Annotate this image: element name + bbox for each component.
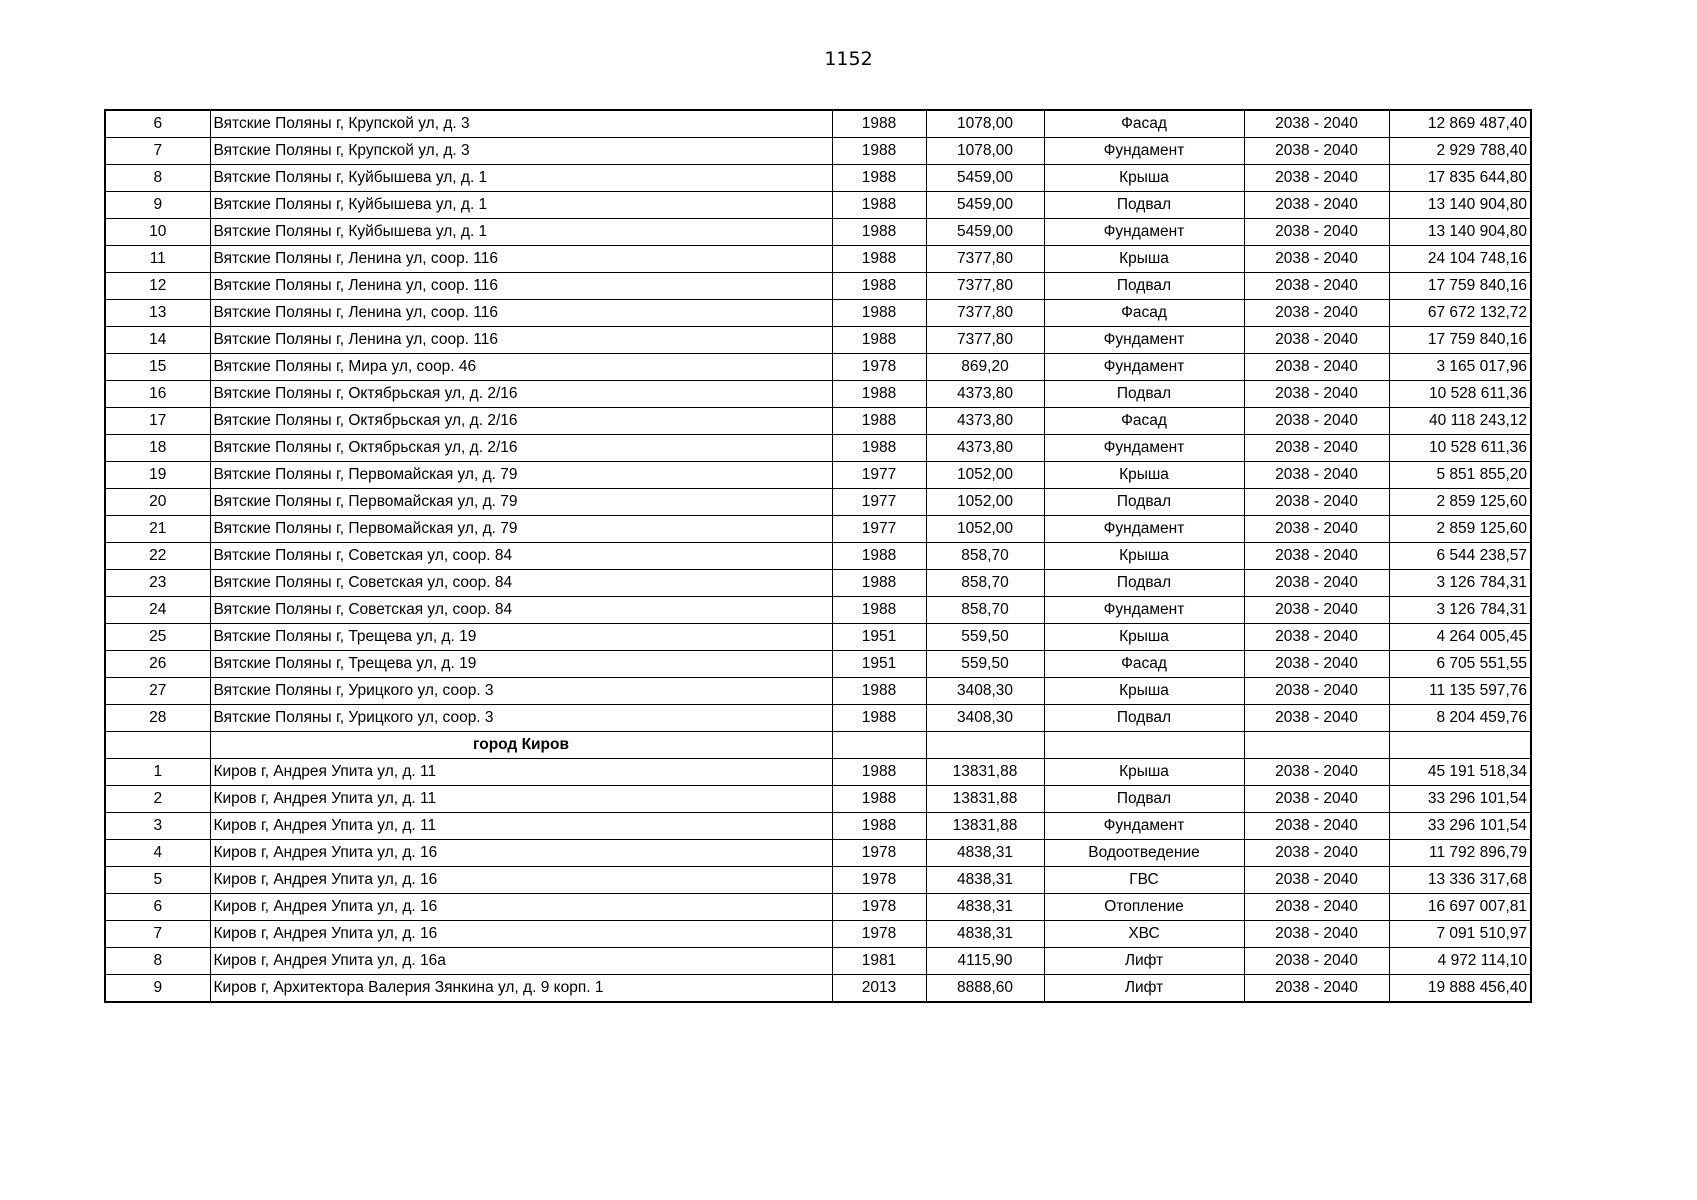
table-row [105, 435, 1531, 462]
year-cell: 1988 [832, 110, 926, 138]
period-cell: 2038 - 2040 [1244, 327, 1389, 354]
year-cell: 1988 [832, 678, 926, 705]
row-number-cell: 25 [105, 624, 210, 651]
period-cell: 2038 - 2040 [1244, 678, 1389, 705]
work-type-cell: Фасад [1044, 300, 1244, 327]
address-cell: Вятские Поляны г, Куйбышева ул, д. 1 [210, 192, 832, 219]
cost-cell: 45 191 518,34 [1389, 759, 1531, 786]
table-row [105, 381, 1531, 408]
row-number-cell: 23 [105, 570, 210, 597]
period-cell: 2038 - 2040 [1244, 813, 1389, 840]
table-row [105, 840, 1531, 867]
cost-cell: 6 705 551,55 [1389, 651, 1531, 678]
year-cell: 1988 [832, 300, 926, 327]
row-number-cell: 3 [105, 813, 210, 840]
empty-cell [926, 732, 1044, 759]
year-cell: 1978 [832, 354, 926, 381]
row-number-cell: 24 [105, 597, 210, 624]
period-cell: 2038 - 2040 [1244, 894, 1389, 921]
table-row [105, 651, 1531, 678]
cost-cell: 11 792 896,79 [1389, 840, 1531, 867]
year-cell: 1988 [832, 813, 926, 840]
address-cell: Вятские Поляны г, Советская ул, соор. 84 [210, 543, 832, 570]
area-cell: 4838,31 [926, 867, 1044, 894]
work-type-cell: Отопление [1044, 894, 1244, 921]
work-type-cell: Крыша [1044, 759, 1244, 786]
address-cell: Вятские Поляны г, Крупской ул, д. 3 [210, 138, 832, 165]
year-cell: 1988 [832, 435, 926, 462]
row-number-cell: 13 [105, 300, 210, 327]
address-cell: Киров г, Андрея Упита ул, д. 11 [210, 813, 832, 840]
work-type-cell: Подвал [1044, 570, 1244, 597]
area-cell: 5459,00 [926, 219, 1044, 246]
table-body [105, 110, 1531, 1002]
period-cell: 2038 - 2040 [1244, 624, 1389, 651]
row-number-cell: 8 [105, 948, 210, 975]
table-row [105, 327, 1531, 354]
period-cell: 2038 - 2040 [1244, 651, 1389, 678]
row-number-cell: 28 [105, 705, 210, 732]
row-number-cell: 12 [105, 273, 210, 300]
area-cell: 1052,00 [926, 462, 1044, 489]
area-cell: 4838,31 [926, 921, 1044, 948]
year-cell: 1978 [832, 867, 926, 894]
address-cell: Вятские Поляны г, Первомайская ул, д. 79 [210, 516, 832, 543]
row-number-cell: 5 [105, 867, 210, 894]
address-cell: Киров г, Андрея Упита ул, д. 11 [210, 759, 832, 786]
year-cell: 1988 [832, 543, 926, 570]
cost-cell: 33 296 101,54 [1389, 813, 1531, 840]
address-cell: Вятские Поляны г, Куйбышева ул, д. 1 [210, 219, 832, 246]
year-cell: 1981 [832, 948, 926, 975]
empty-cell [1244, 732, 1389, 759]
address-cell: Вятские Поляны г, Ленина ул, соор. 116 [210, 273, 832, 300]
work-type-cell: Подвал [1044, 273, 1244, 300]
address-cell: Вятские Поляны г, Первомайская ул, д. 79 [210, 462, 832, 489]
area-cell: 5459,00 [926, 165, 1044, 192]
row-number-cell: 15 [105, 354, 210, 381]
address-cell: Вятские Поляны г, Урицкого ул, соор. 3 [210, 678, 832, 705]
work-type-cell: ГВС [1044, 867, 1244, 894]
address-cell: Вятские Поляны г, Ленина ул, соор. 116 [210, 246, 832, 273]
address-cell: Вятские Поляны г, Октябрьская ул, д. 2/16 [210, 435, 832, 462]
address-cell: Киров г, Андрея Упита ул, д. 16 [210, 921, 832, 948]
row-number-cell: 1 [105, 759, 210, 786]
year-cell: 1988 [832, 408, 926, 435]
period-cell: 2038 - 2040 [1244, 300, 1389, 327]
year-cell: 1951 [832, 651, 926, 678]
cost-cell: 13 336 317,68 [1389, 867, 1531, 894]
empty-cell [105, 732, 210, 759]
row-number-cell: 8 [105, 165, 210, 192]
area-cell: 869,20 [926, 354, 1044, 381]
address-cell: Киров г, Андрея Упита ул, д. 16 [210, 840, 832, 867]
period-cell: 2038 - 2040 [1244, 408, 1389, 435]
row-number-cell: 10 [105, 219, 210, 246]
year-cell: 1988 [832, 381, 926, 408]
work-type-cell: Фасад [1044, 408, 1244, 435]
period-cell: 2038 - 2040 [1244, 354, 1389, 381]
table-row [105, 759, 1531, 786]
area-cell: 7377,80 [926, 300, 1044, 327]
cost-cell: 17 759 840,16 [1389, 327, 1531, 354]
work-type-cell: Крыша [1044, 624, 1244, 651]
area-cell: 858,70 [926, 570, 1044, 597]
address-cell: Вятские Поляны г, Куйбышева ул, д. 1 [210, 165, 832, 192]
period-cell: 2038 - 2040 [1244, 597, 1389, 624]
work-type-cell: Крыша [1044, 165, 1244, 192]
area-cell: 1078,00 [926, 110, 1044, 138]
period-cell: 2038 - 2040 [1244, 975, 1389, 1003]
cost-cell: 24 104 748,16 [1389, 246, 1531, 273]
period-cell: 2038 - 2040 [1244, 570, 1389, 597]
address-cell: Вятские Поляны г, Первомайская ул, д. 79 [210, 489, 832, 516]
capital-repair-table [104, 109, 1532, 1003]
year-cell: 1988 [832, 759, 926, 786]
area-cell: 13831,88 [926, 813, 1044, 840]
period-cell: 2038 - 2040 [1244, 165, 1389, 192]
area-cell: 858,70 [926, 543, 1044, 570]
cost-cell: 17 835 644,80 [1389, 165, 1531, 192]
cost-cell: 13 140 904,80 [1389, 192, 1531, 219]
cost-cell: 7 091 510,97 [1389, 921, 1531, 948]
period-cell: 2038 - 2040 [1244, 786, 1389, 813]
cost-cell: 3 126 784,31 [1389, 570, 1531, 597]
period-cell: 2038 - 2040 [1244, 435, 1389, 462]
work-type-cell: Фундамент [1044, 516, 1244, 543]
table-row [105, 786, 1531, 813]
row-number-cell: 17 [105, 408, 210, 435]
address-cell: Вятские Поляны г, Крупской ул, д. 3 [210, 110, 832, 138]
area-cell: 858,70 [926, 597, 1044, 624]
table-row [105, 462, 1531, 489]
table-row [105, 543, 1531, 570]
table-row [105, 489, 1531, 516]
work-type-cell: Крыша [1044, 543, 1244, 570]
work-type-cell: Лифт [1044, 948, 1244, 975]
year-cell: 1988 [832, 705, 926, 732]
area-cell: 4373,80 [926, 408, 1044, 435]
area-cell: 7377,80 [926, 246, 1044, 273]
row-number-cell: 6 [105, 110, 210, 138]
period-cell: 2038 - 2040 [1244, 867, 1389, 894]
work-type-cell: Фундамент [1044, 597, 1244, 624]
year-cell: 1978 [832, 921, 926, 948]
year-cell: 1988 [832, 219, 926, 246]
year-cell: 1977 [832, 516, 926, 543]
area-cell: 4115,90 [926, 948, 1044, 975]
cost-cell: 13 140 904,80 [1389, 219, 1531, 246]
address-cell: Вятские Поляны г, Мира ул, соор. 46 [210, 354, 832, 381]
table-row [105, 516, 1531, 543]
year-cell: 1988 [832, 327, 926, 354]
period-cell: 2038 - 2040 [1244, 840, 1389, 867]
cost-cell: 5 851 855,20 [1389, 462, 1531, 489]
work-type-cell: Фасад [1044, 110, 1244, 138]
row-number-cell: 4 [105, 840, 210, 867]
work-type-cell: Подвал [1044, 489, 1244, 516]
work-type-cell: Фундамент [1044, 327, 1244, 354]
cost-cell: 10 528 611,36 [1389, 381, 1531, 408]
work-type-cell: Фундамент [1044, 813, 1244, 840]
row-number-cell: 18 [105, 435, 210, 462]
work-type-cell: Крыша [1044, 462, 1244, 489]
row-number-cell: 20 [105, 489, 210, 516]
period-cell: 2038 - 2040 [1244, 462, 1389, 489]
work-type-cell: Водоотведение [1044, 840, 1244, 867]
address-cell: Вятские Поляны г, Трещева ул, д. 19 [210, 624, 832, 651]
year-cell: 1951 [832, 624, 926, 651]
period-cell: 2038 - 2040 [1244, 219, 1389, 246]
period-cell: 2038 - 2040 [1244, 138, 1389, 165]
row-number-cell: 2 [105, 786, 210, 813]
period-cell: 2038 - 2040 [1244, 948, 1389, 975]
address-cell: Киров г, Андрея Упита ул, д. 16а [210, 948, 832, 975]
work-type-cell: ХВС [1044, 921, 1244, 948]
row-number-cell: 6 [105, 894, 210, 921]
cost-cell: 17 759 840,16 [1389, 273, 1531, 300]
year-cell: 1977 [832, 489, 926, 516]
area-cell: 4838,31 [926, 840, 1044, 867]
work-type-cell: Подвал [1044, 381, 1244, 408]
row-number-cell: 27 [105, 678, 210, 705]
empty-cell [832, 732, 926, 759]
address-cell: Вятские Поляны г, Трещева ул, д. 19 [210, 651, 832, 678]
table-row [105, 138, 1531, 165]
period-cell: 2038 - 2040 [1244, 381, 1389, 408]
area-cell: 1052,00 [926, 489, 1044, 516]
period-cell: 2038 - 2040 [1244, 516, 1389, 543]
year-cell: 1978 [832, 840, 926, 867]
cost-cell: 67 672 132,72 [1389, 300, 1531, 327]
period-cell: 2038 - 2040 [1244, 705, 1389, 732]
address-cell: Киров г, Архитектора Валерия Зянкина ул, д. 9 корп. 1 [210, 975, 832, 1003]
cost-cell: 6 544 238,57 [1389, 543, 1531, 570]
year-cell: 1988 [832, 570, 926, 597]
work-type-cell: Фундамент [1044, 138, 1244, 165]
work-type-cell: Подвал [1044, 786, 1244, 813]
table-row [105, 867, 1531, 894]
address-cell: Вятские Поляны г, Урицкого ул, соор. 3 [210, 705, 832, 732]
section-header-row [105, 732, 1531, 759]
work-type-cell: Подвал [1044, 705, 1244, 732]
year-cell: 1977 [832, 462, 926, 489]
row-number-cell: 11 [105, 246, 210, 273]
table-row [105, 570, 1531, 597]
area-cell: 13831,88 [926, 786, 1044, 813]
period-cell: 2038 - 2040 [1244, 489, 1389, 516]
empty-cell [1389, 732, 1531, 759]
work-type-cell: Подвал [1044, 192, 1244, 219]
row-number-cell: 14 [105, 327, 210, 354]
area-cell: 4373,80 [926, 435, 1044, 462]
year-cell: 1978 [832, 894, 926, 921]
cost-cell: 3 126 784,31 [1389, 597, 1531, 624]
cost-cell: 2 859 125,60 [1389, 516, 1531, 543]
cost-cell: 3 165 017,96 [1389, 354, 1531, 381]
row-number-cell: 7 [105, 138, 210, 165]
cost-cell: 4 972 114,10 [1389, 948, 1531, 975]
work-type-cell: Фундамент [1044, 435, 1244, 462]
table-row [105, 110, 1531, 138]
cost-cell: 4 264 005,45 [1389, 624, 1531, 651]
cost-cell: 10 528 611,36 [1389, 435, 1531, 462]
area-cell: 5459,00 [926, 192, 1044, 219]
year-cell: 1988 [832, 786, 926, 813]
cost-cell: 8 204 459,76 [1389, 705, 1531, 732]
table-row [105, 975, 1531, 1003]
work-type-cell: Крыша [1044, 246, 1244, 273]
period-cell: 2038 - 2040 [1244, 921, 1389, 948]
page-number: 1152 [824, 48, 873, 70]
cost-cell: 12 869 487,40 [1389, 110, 1531, 138]
area-cell: 559,50 [926, 651, 1044, 678]
period-cell: 2038 - 2040 [1244, 273, 1389, 300]
row-number-cell: 22 [105, 543, 210, 570]
year-cell: 1988 [832, 273, 926, 300]
period-cell: 2038 - 2040 [1244, 759, 1389, 786]
table-row [105, 273, 1531, 300]
area-cell: 1052,00 [926, 516, 1044, 543]
cost-cell: 2 859 125,60 [1389, 489, 1531, 516]
empty-cell [1044, 732, 1244, 759]
row-number-cell: 19 [105, 462, 210, 489]
row-number-cell: 21 [105, 516, 210, 543]
table-row [105, 921, 1531, 948]
address-cell: Вятские Поляны г, Советская ул, соор. 84 [210, 570, 832, 597]
address-cell: Вятские Поляны г, Советская ул, соор. 84 [210, 597, 832, 624]
row-number-cell: 9 [105, 975, 210, 1003]
period-cell: 2038 - 2040 [1244, 246, 1389, 273]
address-cell: Вятские Поляны г, Октябрьская ул, д. 2/16 [210, 381, 832, 408]
area-cell: 13831,88 [926, 759, 1044, 786]
work-type-cell: Фундамент [1044, 354, 1244, 381]
table-row [105, 408, 1531, 435]
year-cell: 2013 [832, 975, 926, 1003]
table-row [105, 597, 1531, 624]
year-cell: 1988 [832, 138, 926, 165]
table-row [105, 165, 1531, 192]
area-cell: 7377,80 [926, 327, 1044, 354]
area-cell: 4373,80 [926, 381, 1044, 408]
cost-cell: 40 118 243,12 [1389, 408, 1531, 435]
year-cell: 1988 [832, 246, 926, 273]
address-cell: Киров г, Андрея Упита ул, д. 11 [210, 786, 832, 813]
table-row [105, 246, 1531, 273]
table-row [105, 813, 1531, 840]
table-row [105, 705, 1531, 732]
table-row [105, 354, 1531, 381]
row-number-cell: 16 [105, 381, 210, 408]
cost-cell: 16 697 007,81 [1389, 894, 1531, 921]
address-cell: Вятские Поляны г, Октябрьская ул, д. 2/16 [210, 408, 832, 435]
area-cell: 4838,31 [926, 894, 1044, 921]
row-number-cell: 26 [105, 651, 210, 678]
area-cell: 3408,30 [926, 678, 1044, 705]
row-number-cell: 7 [105, 921, 210, 948]
area-cell: 8888,60 [926, 975, 1044, 1003]
cost-cell: 33 296 101,54 [1389, 786, 1531, 813]
work-type-cell: Крыша [1044, 678, 1244, 705]
address-cell: Вятские Поляны г, Ленина ул, соор. 116 [210, 300, 832, 327]
area-cell: 3408,30 [926, 705, 1044, 732]
work-type-cell: Фундамент [1044, 219, 1244, 246]
cost-cell: 2 929 788,40 [1389, 138, 1531, 165]
table-row [105, 894, 1531, 921]
section-title: город Киров [210, 732, 832, 759]
area-cell: 1078,00 [926, 138, 1044, 165]
table-row [105, 678, 1531, 705]
table-row [105, 192, 1531, 219]
table-row [105, 948, 1531, 975]
work-type-cell: Лифт [1044, 975, 1244, 1003]
period-cell: 2038 - 2040 [1244, 110, 1389, 138]
address-cell: Киров г, Андрея Упита ул, д. 16 [210, 894, 832, 921]
table-row [105, 624, 1531, 651]
cost-cell: 11 135 597,76 [1389, 678, 1531, 705]
area-cell: 7377,80 [926, 273, 1044, 300]
work-type-cell: Фасад [1044, 651, 1244, 678]
period-cell: 2038 - 2040 [1244, 192, 1389, 219]
row-number-cell: 9 [105, 192, 210, 219]
address-cell: Вятские Поляны г, Ленина ул, соор. 116 [210, 327, 832, 354]
address-cell: Киров г, Андрея Упита ул, д. 16 [210, 867, 832, 894]
table-row [105, 300, 1531, 327]
year-cell: 1988 [832, 597, 926, 624]
area-cell: 559,50 [926, 624, 1044, 651]
cost-cell: 19 888 456,40 [1389, 975, 1531, 1003]
year-cell: 1988 [832, 192, 926, 219]
period-cell: 2038 - 2040 [1244, 543, 1389, 570]
table-row [105, 219, 1531, 246]
year-cell: 1988 [832, 165, 926, 192]
